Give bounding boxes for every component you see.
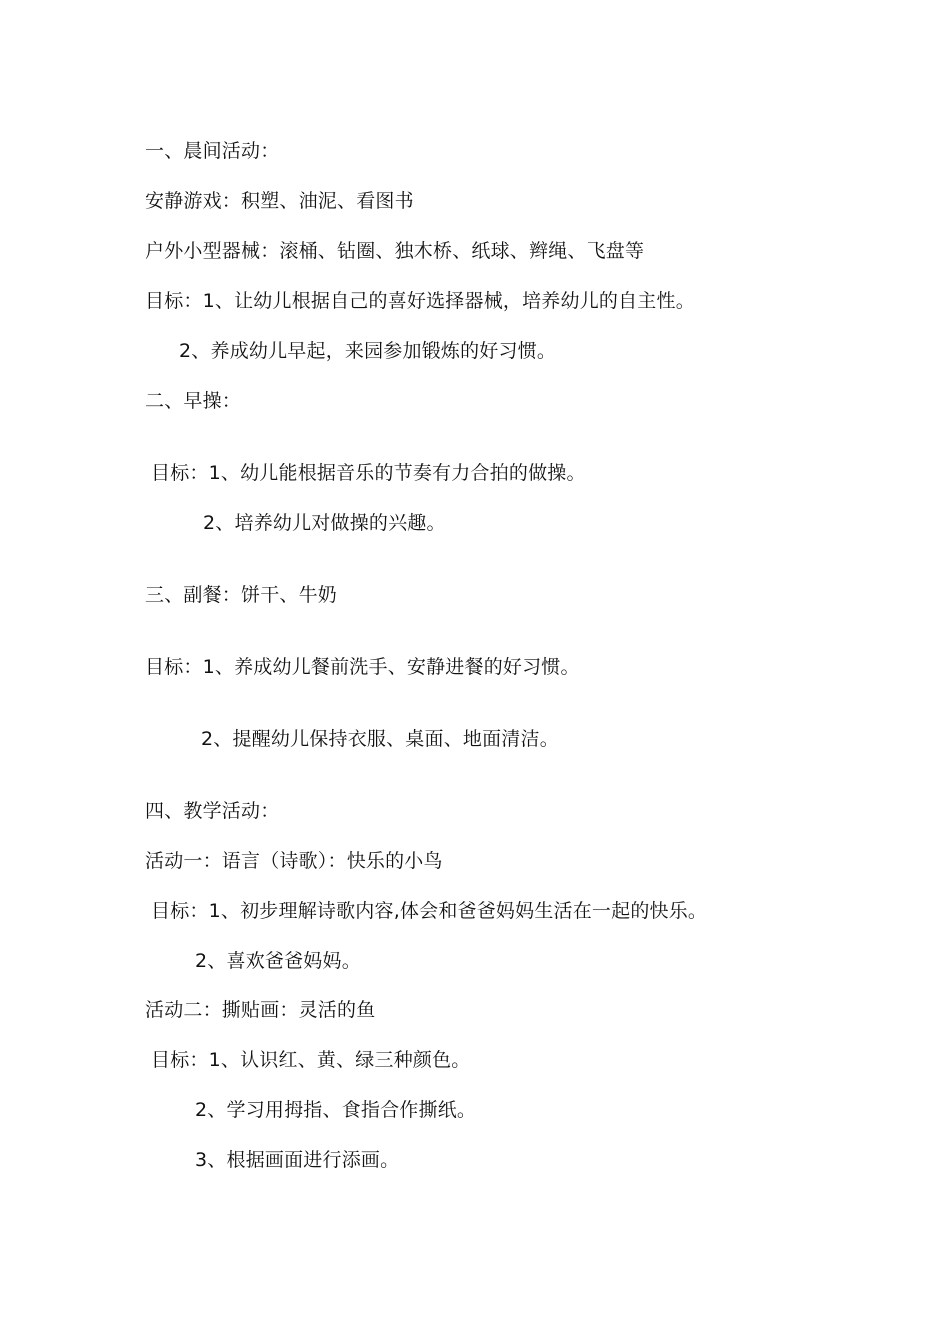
activity-two-goal-2: 2、学习用拇指、食指合作撕纸。 xyxy=(195,1099,477,1121)
activity-one-goal-1: 目标：1、初步理解诗歌内容,体会和爸爸妈妈生活在一起的快乐。 xyxy=(151,900,708,922)
snack-goal-1: 目标：1、养成幼儿餐前洗手、安静进餐的好习惯。 xyxy=(145,656,580,678)
activity-two-goal-1: 目标：1、认识红、黄、绿三种颜色。 xyxy=(151,1049,471,1071)
exercise-goal-1: 目标：1、幼儿能根据音乐的节奏有力合拍的做操。 xyxy=(151,462,586,484)
activity-one-goal-2: 2、喜欢爸爸妈妈。 xyxy=(195,950,361,972)
exercise-goal-2: 2、培养幼儿对做操的兴趣。 xyxy=(203,512,446,534)
morning-goal-2: 2、养成幼儿早起，来园参加锻炼的好习惯。 xyxy=(179,340,557,362)
activity-one-title: 活动一：语言（诗歌）：快乐的小鸟 xyxy=(145,850,443,872)
quiet-games-line: 安静游戏：积塑、油泥、看图书 xyxy=(145,190,414,212)
section-heading-teaching: 四、教学活动： xyxy=(145,800,280,822)
snack-goal-2: 2、提醒幼儿保持衣服、桌面、地面清洁。 xyxy=(201,728,559,750)
activity-two-goal-3: 3、根据画面进行添画。 xyxy=(195,1149,400,1171)
outdoor-equipment-line: 户外小型器械：滚桶、钻圈、独木桥、纸球、辫绳、飞盘等 xyxy=(145,240,645,262)
section-heading-morning-activity: 一、晨间活动： xyxy=(145,140,280,162)
morning-goal-1: 目标：1、让幼儿根据自己的喜好选择器械，培养幼儿的自主性。 xyxy=(145,290,695,312)
activity-two-title: 活动二：撕贴画：灵活的鱼 xyxy=(145,999,376,1021)
section-heading-snack: 三、副餐：饼干、牛奶 xyxy=(145,584,338,606)
section-heading-morning-exercise: 二、早操： xyxy=(145,390,242,412)
